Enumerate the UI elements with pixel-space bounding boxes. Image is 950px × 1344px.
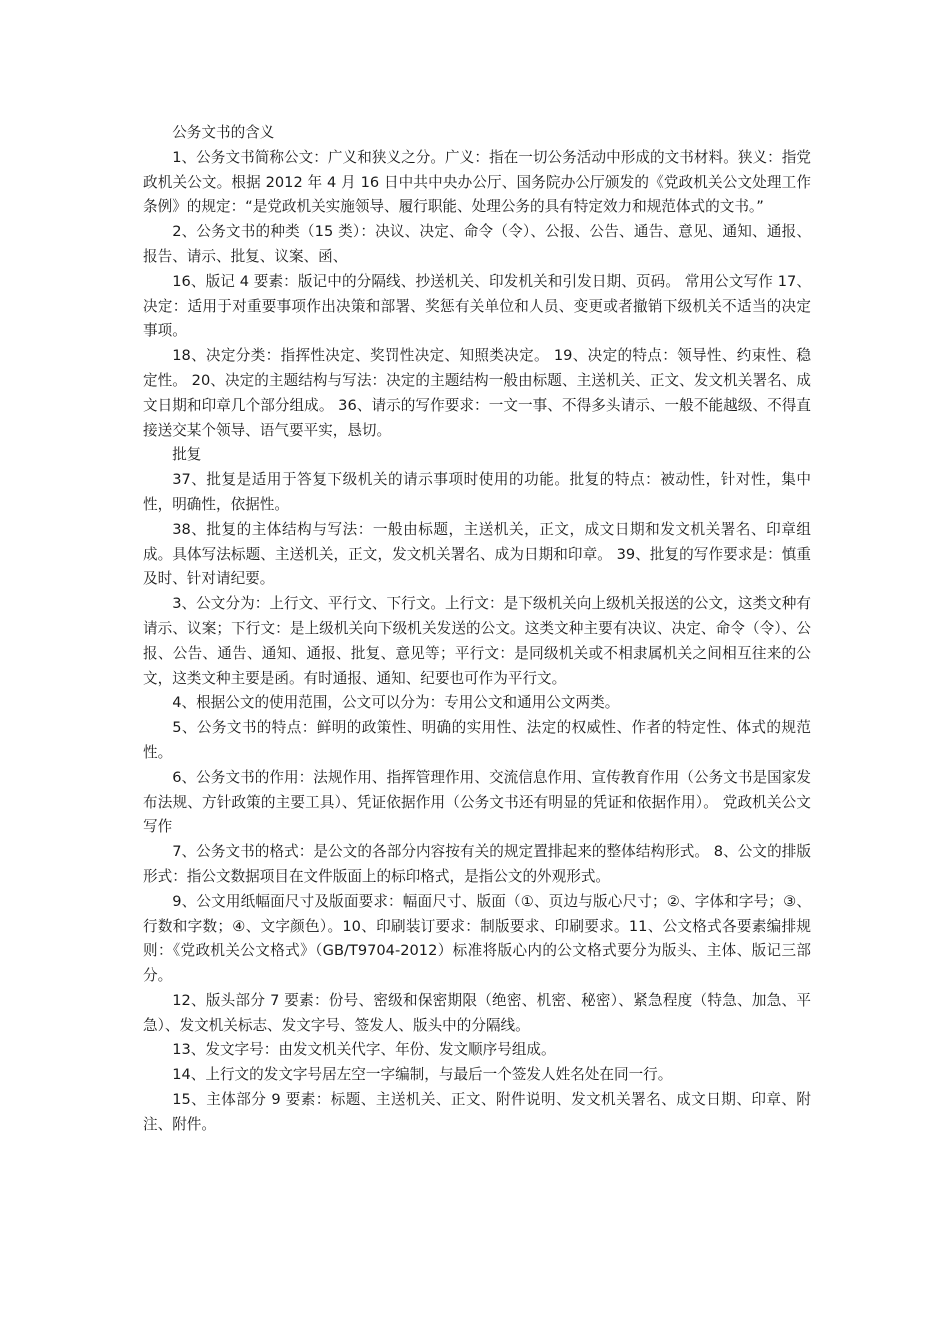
paragraph: 18、决定分类：指挥性决定、奖罚性决定、知照类决定。 19、决定的特点：领导性、约束性、稳定性。 20、决定的主题结构与写法：决定的主题结构一般由标题、主送机关、正文、发文机关署名、成文日期和印章几个部分组成。 36、请示的写作要求：一文一事、不得多头请示、一般不能越级、不得直接送交某个领导、语气要平实，恳切。 <box>143 347 811 439</box>
paragraph: 13、发文字号：由发文机关代字、年份、发文顺序号组成。 <box>172 1041 556 1059</box>
paragraph: 37、批复是适用于答复下级机关的请示事项时使用的功能。批复的特点：被动性，针对性，集中性，明确性，依据性。 <box>143 471 811 513</box>
section-heading-reply: 批复 <box>172 446 202 464</box>
document-body <box>143 121 811 1138</box>
paragraph: 4、根据公文的使用范围，公文可以分为：专用公文和通用公文两类。 <box>172 694 620 712</box>
paragraph: 16、版记 4 要素：版记中的分隔线、抄送机关、印发机关和引发日期、页码。 常用公文写作 17、决定：适用于对重要事项作出决策和部署、奖惩有关单位和人员、变更或者撤销下级机关不适当的决定事项。 <box>143 272 811 340</box>
paragraph: 14、上行文的发文字号居左空一字编制，与最后一个签发人姓名处在同一行。 <box>172 1066 673 1084</box>
paragraph: 9、公文用纸幅面尺寸及版面要求：幅面尺寸、版面（①、页边与版心尺寸；②、字体和字号；③、行数和字数；④、文字颜色）。10、印刷装订要求：制版要求、印刷要求。11、公文格式各要素编排规则：《党政机关公文格式》（GB/T9704-2012）标准将版心内的公文格式要分为版头、主体、版记三部分。 <box>143 892 811 985</box>
paragraph: 1、公务文书简称公文：广义和狭义之分。广义：指在一切公务活动中形成的文书材料。狭义：指党政机关公文。根据 2012 年 4 月 16 日中共中央办公厅、国务院办公厅颁发的《党政机关公文处理工作条例》的规定：“是党政机关实施领导、履行职能、处理公务的具有特定效力和规范体式的文书。” <box>143 148 811 216</box>
paragraph: 2、公务文书的种类（15 类）：决议、决定、命令（令）、公报、公告、通告、意见、通知、通报、报告、请示、批复、议案、函、 <box>143 223 811 265</box>
section-heading-meaning: 公务文书的含义 <box>172 124 275 141</box>
paragraph: 6、公务文书的作用：法规作用、指挥管理作用、交流信息作用、宣传教育作用（公务文书是国家发布法规、方针政策的主要工具）、凭证依据作用（公务文书还有明显的凭证和依据作用）。 党政机关公文写作 <box>143 768 811 836</box>
paragraph: 3、公文分为：上行文、平行文、下行文。上行文：是下级机关向上级机关报送的公文，这类文种有请示、议案；下行文：是上级机关向下级机关发送的公文。这类文种主要有决议、决定、命令（令）、公报、公告、通告、通知、通报、批复、意见等；平行文：是同级机关或不相隶属机关之间相互往来的公文，这类文种主要是函。有时通报、通知、纪要也可作为平行文。 <box>143 595 811 687</box>
paragraph: 7、公务文书的格式：是公文的各部分内容按有关的规定置排起来的整体结构形式。 8、公文的排版形式：指公文数据项目在文件版面上的标印格式，是指公文的外观形式。 <box>143 843 811 885</box>
paragraph: 15、主体部分 9 要素：标题、主送机关、正文、附件说明、发文机关署名、成文日期、印章、附注、附件。 <box>143 1091 811 1133</box>
paragraph: 12、版头部分 7 要素：份号、密级和保密期限（绝密、机密、秘密）、紧急程度（特急、加急、平急）、发文机关标志、发文字号、签发人、版头中的分隔线。 <box>143 991 811 1034</box>
paragraph: 38、批复的主体结构与写法：一般由标题，主送机关，正文，成文日期和发文机关署名、印章组成。具体写法标题、主送机关，正文，发文机关署名、成为日期和印章。 39、批复的写作要求是：慎重及时、针对请纪要。 <box>143 520 811 588</box>
paragraph: 5、公务文书的特点：鲜明的政策性、明确的实用性、法定的权威性、作者的特定性、体式的规范性。 <box>143 719 811 761</box>
